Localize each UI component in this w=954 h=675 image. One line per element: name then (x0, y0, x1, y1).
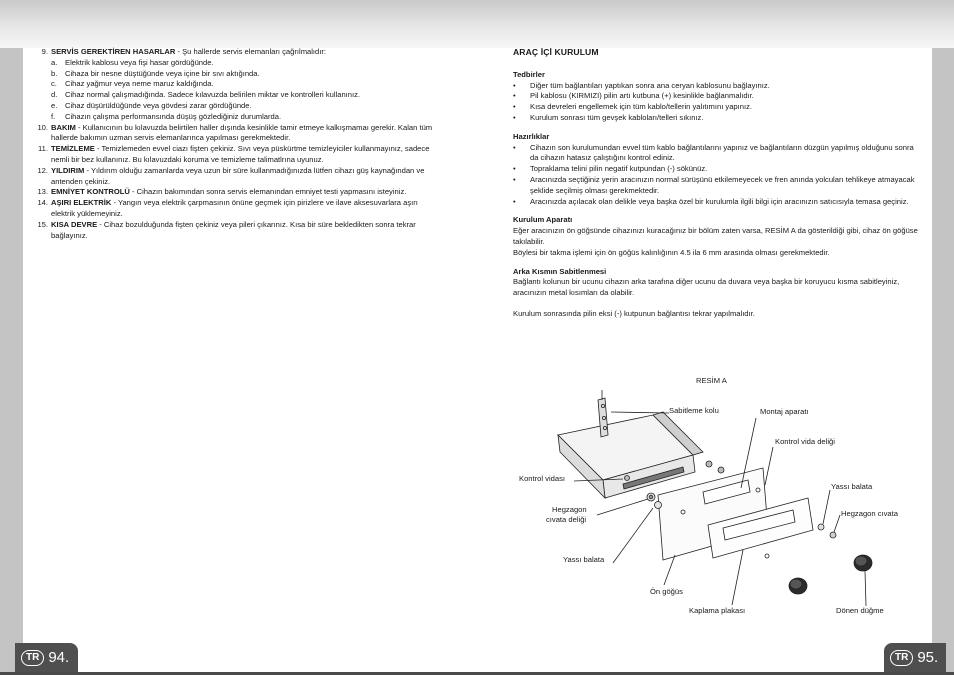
screw (625, 476, 630, 481)
bullet-item: • Aracınızda seçtiğiniz yerin aracınızın normal sürüşünü etkilemeyecek ve fren anında yolcuları tehlikeye atmayacak şeklide seçilmiş olması gerekmektedir. (513, 175, 923, 197)
bullet-item: • Kurulum sonrası tüm gevşek kabloları/telleri sıkınız. (513, 113, 923, 124)
label-trim-plate: Kaplama plakası (689, 606, 746, 615)
list-item: 13. EMNİYET KONTROLÜ - Cihazın bakımından sonra servis elemanından emniyet testi yapmasını isteyiniz. (37, 187, 407, 197)
list-item: 11. TEMİZLEME - Temizlemeden evvel ciazı fişten çekiniz. Sıvı veya püskürtme temizleyiciler kullanmayınız, sadece nemli bir bez kullanınız. Bu kılavuzdaki koruma ve temizleme talimatlrına uyunuz. (38, 144, 430, 164)
label-hex-bolt-hole-line2: cıvata deliği (546, 515, 587, 524)
label-dashboard: Ön göğüs (650, 587, 683, 596)
sub-item: e. Cihaz düşürüldüğünde veya gövdesi zarar gördüğünde. (51, 100, 252, 110)
sub-item: b. Cihaza bir nesne düştüğünde veya içine bir sıvı aktığında. (51, 68, 260, 78)
label-mounting-bracket: Montaj aparatı (760, 407, 809, 416)
page-number-tab-left (15, 643, 78, 672)
sub-item: d. Cihaz normal çalışmadığında. Sadece kılavuzda belirilen miktar ve kontrolleri kullanınız. (51, 90, 361, 100)
paragraph: Kurulum sonrasında pilin eksi (-) kutpunun bağlantısı tekrar yapılmalıdır. (513, 308, 755, 318)
bullet-item: • Diğer tüm bağlantıları yaptıkan sonra ana ceryan kablosunu bağlayınız. (513, 81, 923, 92)
language-badge: TR (890, 650, 913, 666)
page-number: 94. (48, 649, 70, 666)
bullet-item: • Cihazın son kurulumundan evvel tüm kablo bağlantılarını yapınız ve bağlantıların düzgün yapılmış olduğunu sonra da cihazın hatasız çalıştığını kontrol ediniz. (513, 143, 923, 165)
page-header-band (0, 0, 954, 48)
label-hex-bolt: Hegzagon cıvata (841, 509, 898, 518)
list-item: 14. AŞIRI ELEKTRİK - Yangın veya elektrik çarpmasının önüne geçmek için pirizlere ve ilave aksesuvarlara aşırı elektrik yüklemeyiniz. (37, 198, 418, 218)
right-page-content (513, 47, 923, 320)
label-control-screw-hole: Kontrol vida deliği (775, 437, 835, 446)
sub-item: a. Elektrik kablosu veya fişi hasar gördüğünde. (51, 57, 214, 67)
label-control-screw: Kontrol vidası (519, 474, 566, 483)
bullet-item: • Pil kablosu (KIRMIZI) pilin artı kutbuna (+) kesinlikle bağlanmalıdır. (513, 91, 923, 102)
screw (706, 461, 712, 467)
subsection-title: Kurulum Aparatı (513, 215, 573, 225)
screw (718, 467, 724, 473)
installation-diagram (513, 380, 933, 620)
language-badge: TR (21, 650, 44, 666)
bullet-item: • Aracınızda açılacak olan delikle veya başka özel bir kurulumla ilgili bilgi için aracınızın satıcısıyla temasa geçiniz. (513, 197, 923, 208)
left-page-content (30, 47, 440, 241)
paragraph: Bağlantı kolunun bir ucunu cihazın arka tarafına diğer ucunu da duvara veya başka bir koruyucu kısma sabitleyiniz, aracınızın metal kısımları da olabilir. (513, 277, 900, 298)
bullet-item: • Topraklama telini pilin negatif kutpundan (-) sökünüz. (513, 164, 923, 175)
list-item: 10. BAKIM - Kullanıcının bu kılavuzda belirtilen haller dışında kesinlikle tamir etmeye kalkışmamaı gerekir. Kalan tüm hallerde bakımın uzman servis elemanlarınca yapılması gerekmektedir. (37, 122, 433, 143)
figure-title: RESİM A (696, 376, 727, 385)
paragraph: Böylesi bir takma işlemi için ön göğüs kalınlığının 4.5 ila 6 mm arasında olması gerekmektedir. (513, 247, 830, 257)
list-item: 9. SERVİS GEREKTİREN HASARLAR - Şu hallerde servis elemanları çağrılmalıdır: a. Elektrik kablosu veya fişi hasar gördüğünde. b. Cihaza bir nesne düştüğünde veya içine bir sıvı aktığında. c. Cihaz yağmur veya neme maruz kaldığında. d. Cihaz normal çalışmadığında. Sadece kılavuzda belirilen miktar ve kontrolleri kullanınız. e. Cihaz düşürüldüğünde veya gövdesi zarar gördüğünde. f. Cihazın çalışma performansında düşüş gözlediğiniz durumlarda. (30, 47, 440, 123)
list-item: 15. KISA DEVRE - Cihaz bozulduğunda fişten çekiniz veya pileri çıkarınız. Kısa bir süre bekledikten sonra tekrar bağlayınız. (37, 219, 416, 240)
section-heading: ARAÇ İÇİ KURULUM (513, 47, 599, 57)
subsection-title: Tedbirler (513, 69, 545, 79)
label-rotary-knob: Dönen düğme (836, 606, 884, 615)
page-number-tab-right (884, 643, 946, 672)
hex-washer (655, 502, 662, 509)
hex-bolt (830, 532, 836, 538)
list-item: 12. YILDIRIM - Yıldırım olduğu zamanlarda veya uzun bir süre kullanmadığınızda lütfen cihazı güş kaynağından ve antenden çekiniz. (37, 165, 425, 186)
bullet-item: • Kısa devreleri engellemek için tüm kablo/tellerin yalıtımını yapınız. (513, 102, 923, 113)
label-flat-washer-right: Yassı balata (831, 482, 873, 491)
sub-item: c. Cihaz yağmur veya neme maruz kaldığında. (51, 79, 214, 89)
right-side-bar (932, 48, 954, 675)
paragraph: Eğer aracınızın ön göğsünde cihazınızı kuracağınız bir bölüm zaten varsa, RESİM A da gösterildiği gibi, cihaz ön göğüse takılabilir. (513, 226, 918, 246)
label-fixing-arm: Sabitleme kolu (669, 406, 719, 415)
label-flat-washer-left: Yassı balata (563, 555, 605, 564)
left-side-bar (0, 48, 23, 675)
subsection-title: Arka Kısmın Sabitlenmesi (513, 266, 607, 276)
page-number: 95. (917, 649, 939, 666)
subsection-title: Hazırlıklar (513, 131, 550, 141)
label-hex-bolt-hole-line1: Hegzagon (552, 505, 587, 514)
sub-item: f. Cihazın çalışma performansında düşüş gözlediğiniz durumlarda. (51, 111, 282, 121)
flat-washer (818, 524, 824, 530)
